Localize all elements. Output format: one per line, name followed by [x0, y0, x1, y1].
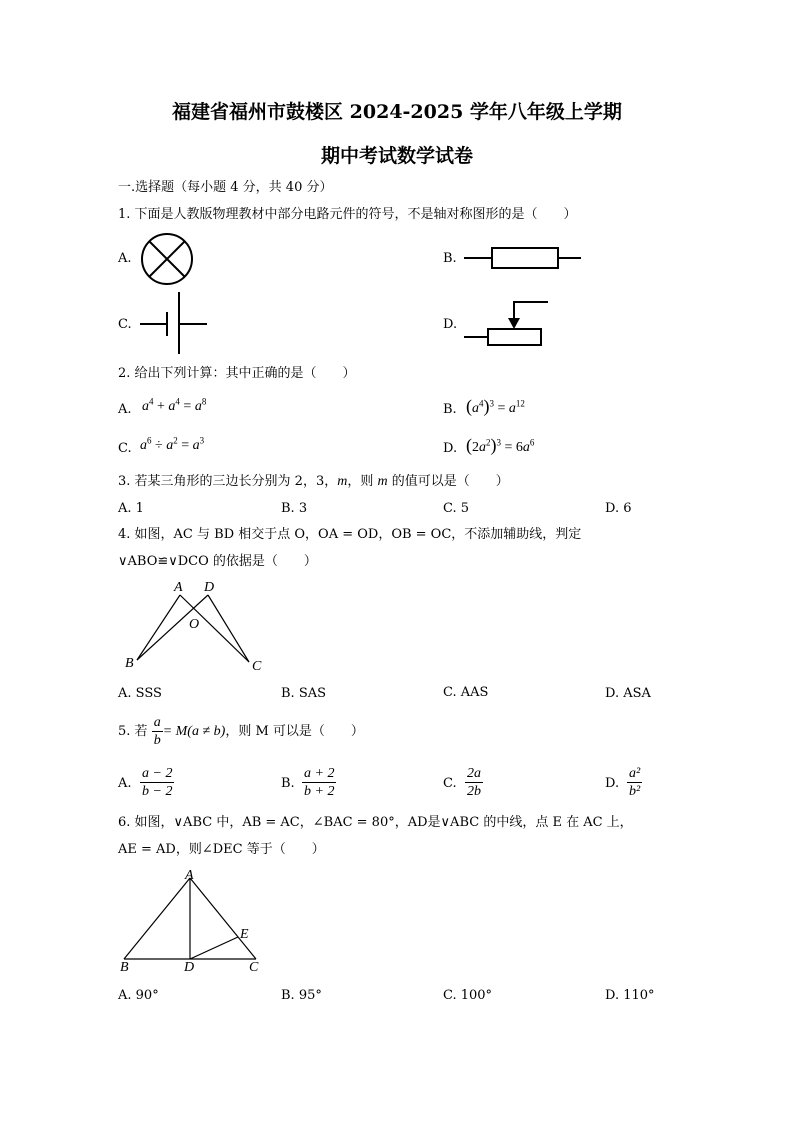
- q2-option-d-formula: $(2a^2)^3 = 6a^6$: [466, 435, 535, 455]
- q2-option-c-label: C.: [118, 441, 132, 456]
- q6-label-b: B: [120, 960, 129, 975]
- question-6-line-1: 6. 如图，∨ABC 中，AB = AC，∠BAC = 80°，AD是∨ABC 的中线，点 E 在 AC 上，: [118, 815, 633, 830]
- segment-de: [190, 937, 238, 959]
- q5-option-b-label: B.: [281, 776, 295, 791]
- question-2-stem: 2. 给出下列计算：其中正确的是（ ）: [118, 366, 356, 381]
- q2-option-c-formula: $a^6 \div a^2 = a^3$: [140, 435, 205, 453]
- lamp-symbol-icon: [140, 232, 196, 288]
- segment-ac: [190, 878, 256, 959]
- q6-option-c: C. 100°: [443, 988, 493, 1003]
- q3-option-c: C. 5: [443, 501, 470, 516]
- battery-symbol-icon: [140, 290, 210, 356]
- q4-label-b: B: [125, 656, 134, 671]
- q2-option-b-formula: $(a^4)^3 = a^{12}$: [466, 396, 525, 416]
- q6-label-c: C: [249, 960, 259, 975]
- segment-ab: [137, 595, 180, 660]
- title-line-2: 期中考试数学试卷: [320, 145, 473, 167]
- q5-option-c-label: C.: [443, 776, 457, 791]
- question-4-line-2: ∨ABO≌∨DCO 的依据是（ ）: [118, 554, 317, 569]
- q5-option-a-label: A.: [118, 776, 132, 791]
- q4-option-b: B. SAS: [281, 686, 327, 701]
- question-1-stem: 1. 下面是人教版物理教材中部分电路元件的符号，不是轴对称图形的是（ ）: [118, 207, 577, 222]
- q1-option-b-label: B.: [443, 251, 457, 266]
- q4-label-d: D: [204, 580, 215, 595]
- q2-option-a-label: A.: [118, 402, 132, 417]
- q1-option-a-label: A.: [118, 251, 132, 266]
- q5-option-c-fraction: $\frac{2a}{2b}$: [467, 766, 481, 799]
- q6-option-a: A. 90°: [118, 988, 159, 1003]
- q5-option-d-fraction: $\frac{\text{a²}}{\text{b²}}$: [629, 766, 641, 799]
- q6-option-d: D. 110°: [605, 988, 655, 1003]
- segment-ab: [124, 878, 190, 959]
- q2-option-d-label: D.: [443, 441, 458, 456]
- q3-option-d: D. 6: [605, 501, 632, 516]
- rheostat-symbol-icon: [464, 300, 554, 350]
- q3-option-b: B. 3: [281, 501, 308, 516]
- section-heading: 一.选择题（每小题 4 分，共 40 分）: [118, 180, 333, 195]
- q4-label-o: O: [189, 617, 200, 632]
- q2-option-a-formula: $a^4 + a^4 = a^8$: [142, 396, 207, 414]
- q4-option-d: D. ASA: [605, 686, 651, 701]
- q3-option-a: A. 1: [118, 501, 144, 516]
- q4-label-a: A: [174, 580, 183, 595]
- q5-option-a-fraction: $\frac{a - 2}{b - 2}$: [142, 766, 173, 799]
- q1-option-d-label: D.: [443, 317, 458, 332]
- q6-option-b: B. 95°: [281, 988, 322, 1003]
- q5-option-b-fraction: $\frac{a + 2}{b + 2}$: [304, 766, 335, 799]
- resistor-symbol-icon: [464, 246, 584, 270]
- question-6-line-2: AE = AD，则∠DEC 等于（ ）: [118, 842, 325, 857]
- q6-figure: [118, 866, 278, 966]
- q6-label-e: E: [240, 927, 249, 942]
- q6-label-a: A: [185, 868, 194, 883]
- q5-option-d-label: D.: [605, 776, 620, 791]
- question-4-line-1: 4. 如图，AC 与 BD 相交于点 O，OA = OD，OB = OC，不添加辅助线，判定: [118, 527, 582, 542]
- q1-option-c-label: C.: [118, 317, 132, 332]
- q6-label-d: D: [184, 960, 195, 975]
- question-5-stem: 5. 若 $\frac{a}{b}$ = M(a ≠ b)，则 M 可以是（ ）: [118, 715, 364, 748]
- q4-label-c: C: [252, 659, 262, 674]
- q4-option-a: A. SSS: [118, 686, 162, 701]
- question-3-stem: 3. 若某三角形的三边长分别为 2，3，m，则 m 的值可以是（ ）: [118, 474, 509, 489]
- title-line-1: 福建省福州市鼓楼区 2024-2025 学年八年级上学期: [172, 101, 622, 123]
- q4-option-c: C. AAS: [443, 685, 489, 700]
- q2-option-b-label: B.: [443, 402, 457, 417]
